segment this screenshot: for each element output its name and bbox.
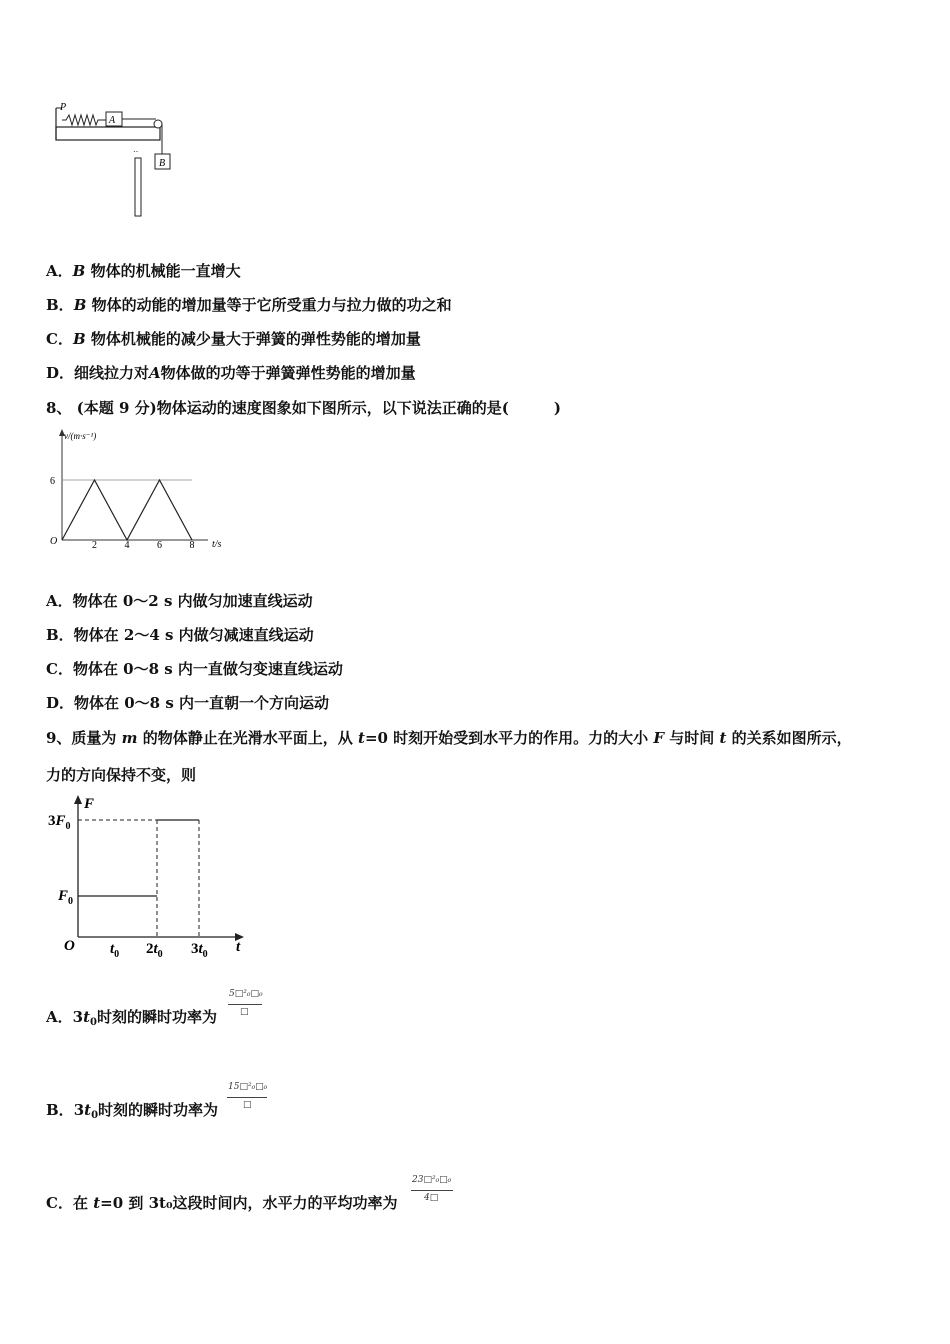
velocity-time-chart: [46, 426, 246, 554]
x-tick-8: 8: [189, 540, 195, 551]
svg-text:‥: ‥: [133, 145, 139, 154]
label-b: B: [159, 158, 166, 169]
q8-option-a: A．物体在 0～2 s 内做匀加速直线运动: [46, 592, 313, 610]
q9-option-c-denominator: 4□: [424, 1193, 439, 1203]
x-tick-4: 4: [124, 540, 130, 551]
q8-option-c: C．物体在 0～8 s 内一直做匀变速直线运动: [46, 660, 343, 678]
y-tick-f0: $F_0$: [58, 888, 74, 907]
y-axis-arrow: [74, 795, 82, 804]
q7-option-a: A．B 物体的机械能一直增大: [46, 262, 241, 280]
q7-option-b: B．B 物体的动能的增加量等于它所受重力与拉力做的功之和: [46, 296, 452, 314]
x-tick-2: 2: [92, 540, 97, 551]
origin-label: O: [50, 536, 58, 547]
x-axis-label: t/s: [212, 539, 222, 550]
y-tick-6: 6: [50, 476, 55, 487]
q9-stem-line1: 9、质量为 m 的物体静止在光滑水平面上，从 t=0 时刻开始受到水平力的作用。力的大小 F 与时间 t 的关系如图所示，: [46, 729, 852, 747]
q9-option-a-denominator: □: [240, 1007, 249, 1017]
q9-option-a: A．$3t_0$时刻的瞬时功率为: [46, 1008, 217, 1028]
q9-option-c: C．在 t=0 到 3t₀这段时间内，水平力的平均功率为: [46, 1194, 398, 1212]
q9-option-b-numerator: 15□²₀□₀: [228, 1082, 268, 1092]
x-axis-label: t: [236, 939, 241, 955]
q9-stem-line2: 力的方向保持不变，则: [46, 766, 197, 784]
label-a: A: [109, 115, 116, 126]
q9-option-b-denominator: □: [243, 1100, 252, 1110]
y-axis-label: F: [84, 796, 95, 812]
x-tick-3t0: $3t_0$: [191, 941, 208, 960]
q9-option-b-fraction-bar: [227, 1097, 267, 1098]
y-tick-3f0: $3F_0$: [48, 813, 71, 832]
q9-option-b: B．$3t_0$时刻的瞬时功率为: [46, 1101, 219, 1121]
x-tick-2t0: $2t_0$: [146, 941, 163, 960]
q9-option-c-fraction-bar: [411, 1190, 453, 1191]
q9-option-c-numerator: 23□²₀□₀: [412, 1175, 452, 1185]
velocity-series: [62, 480, 192, 540]
spring: [62, 115, 106, 125]
q9-option-a-fraction-bar: [228, 1004, 262, 1005]
q7-option-d: D．细线拉力对A物体做的功等于弹簧弹性势能的增加量: [46, 364, 416, 382]
q9-option-a-numerator: 5□²₀□₀: [229, 989, 263, 999]
x-tick-6: 6: [157, 540, 162, 551]
y-axis-label: v/(m·s⁻¹): [64, 431, 97, 441]
q8-stem: 8、 (本题 9 分)物体运动的速度图象如下图所示，以下说法正确的是( ): [46, 399, 561, 417]
q8-option-d: D．物体在 0～8 s 内一直朝一个方向运动: [46, 694, 329, 712]
label-p: P: [60, 102, 67, 113]
pulley: [154, 120, 162, 128]
force-time-chart: [46, 792, 256, 962]
q7-option-c: C．B 物体机械能的减少量大于弹簧的弹性势能的增加量: [46, 330, 421, 348]
origin-label: O: [64, 938, 75, 954]
x-tick-t0: $t_0$: [110, 941, 120, 960]
spring-pulley-figure: [50, 98, 180, 223]
q8-option-b: B．物体在 2～4 s 内做匀减速直线运动: [46, 626, 314, 644]
